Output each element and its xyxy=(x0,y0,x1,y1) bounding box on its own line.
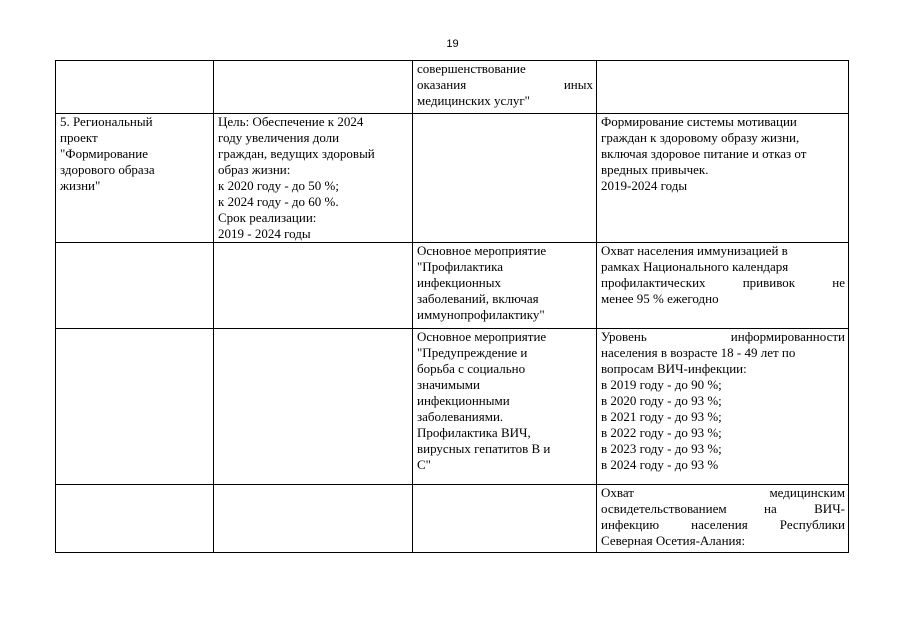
cell-word: населения xyxy=(691,517,748,532)
cell-word: профилактических xyxy=(601,275,706,290)
cell-line: Охват населения иммунизацией в xyxy=(601,243,788,258)
cell-line: 2019-2024 годы xyxy=(601,178,688,193)
table-cell-col1 xyxy=(56,61,214,114)
cell-line: проект xyxy=(60,130,98,145)
cell-line: вредных привычек. xyxy=(601,162,709,177)
table-cell-col4 xyxy=(597,243,849,329)
cell-line: включая здоровое питание и отказ от xyxy=(601,146,807,161)
table-cell-col1 xyxy=(56,243,214,329)
table-cell-col1 xyxy=(56,114,214,243)
cell-word: не xyxy=(832,275,845,290)
cell-line: Основное мероприятие xyxy=(417,243,547,258)
table-cell-col1 xyxy=(56,485,214,553)
cell-word: информированности xyxy=(730,329,845,344)
table-cell-col1 xyxy=(56,329,214,485)
cell-line xyxy=(417,77,593,93)
table-cell-col3 xyxy=(413,329,597,485)
table-row xyxy=(56,485,849,553)
cell-line: инфекционными xyxy=(417,393,510,408)
cell-line: Основное мероприятие xyxy=(417,329,547,344)
cell-line: в 2021 году - до 93 %; xyxy=(601,409,722,424)
cell-line: значимыми xyxy=(417,377,480,392)
table-cell-col3 xyxy=(413,243,597,329)
cell-line: жизни" xyxy=(60,178,101,193)
table-cell-col4 xyxy=(597,61,849,114)
cell-line: населения в возрасте 18 - 49 лет по xyxy=(601,345,796,360)
cell-line: здорового образа xyxy=(60,162,155,177)
cell-line: "Формирование xyxy=(60,146,148,161)
cell-line: году увеличения доли xyxy=(218,130,340,145)
cell-line: медицинских услуг" xyxy=(417,93,530,108)
table-cell-col3 xyxy=(413,114,597,243)
cell-line: Северная Осетия-Алания: xyxy=(601,533,746,548)
cell-line: граждан, ведущих здоровый xyxy=(218,146,375,161)
cell-line: в 2023 году - до 93 %; xyxy=(601,441,722,456)
table-cell-col2 xyxy=(214,329,413,485)
cell-line: иммунопрофилактику" xyxy=(417,307,545,322)
table-row xyxy=(56,114,849,243)
cell-line: "Профилактика xyxy=(417,259,504,274)
cell-line: образ жизни: xyxy=(218,162,291,177)
table-row xyxy=(56,61,849,114)
cell-line: С" xyxy=(417,457,431,472)
cell-line: инфекционных xyxy=(417,275,501,290)
cell-line: заболеваний, включая xyxy=(417,291,539,306)
cell-word: медицинским xyxy=(769,485,845,500)
cell-line: к 2020 году - до 50 %; xyxy=(218,178,339,193)
cell-line xyxy=(601,485,845,501)
cell-line: граждан к здоровому образу жизни, xyxy=(601,130,800,145)
cell-line: заболеваниями. xyxy=(417,409,504,424)
cell-line: в 2019 году - до 90 %; xyxy=(601,377,722,392)
cell-word: инфекцию xyxy=(601,517,660,532)
page-number: 19 xyxy=(446,38,459,50)
cell-line: к 2024 году - до 60 %. xyxy=(218,194,339,209)
cell-word: прививок xyxy=(742,275,796,290)
cell-line: "Предупреждение и xyxy=(417,345,528,360)
cell-word: освидетельствованием xyxy=(601,501,727,516)
cell-line: совершенствование xyxy=(417,61,526,76)
table-cell-col2 xyxy=(214,61,413,114)
cell-word: иных xyxy=(563,77,593,92)
table-row xyxy=(56,243,849,329)
table-cell-col3 xyxy=(413,485,597,553)
cell-line: Цель: Обеспечение к 2024 xyxy=(218,114,364,129)
table-cell-col2 xyxy=(214,485,413,553)
cell-line: вопросам ВИЧ-инфекции: xyxy=(601,361,747,376)
table-cell-col4 xyxy=(597,329,849,485)
cell-line: Профилактика ВИЧ, xyxy=(417,425,531,440)
table-cell-col2 xyxy=(214,114,413,243)
table-cell-col3 xyxy=(413,61,597,114)
cell-line xyxy=(601,329,845,345)
cell-line: Формирование системы мотивации xyxy=(601,114,797,129)
cell-word: ВИЧ- xyxy=(814,501,845,516)
cell-line: рамках Национального календаря xyxy=(601,259,789,274)
table-cell-col4 xyxy=(597,114,849,243)
table-row xyxy=(56,329,849,485)
cell-line xyxy=(601,517,845,533)
cell-word: оказания xyxy=(417,77,467,92)
cell-line: в 2020 году - до 93 %; xyxy=(601,393,722,408)
cell-line: в 2024 году - до 93 % xyxy=(601,457,719,472)
cell-line xyxy=(601,501,845,517)
program-table xyxy=(55,60,849,553)
table-cell-col4 xyxy=(597,485,849,553)
cell-line: 5. Региональный xyxy=(60,114,153,129)
cell-line: вирусных гепатитов В и xyxy=(417,441,551,456)
cell-line xyxy=(601,275,845,291)
cell-line: Срок реализации: xyxy=(218,210,317,225)
cell-line: 2019 - 2024 годы xyxy=(218,226,311,241)
cell-word: Уровень xyxy=(601,329,647,344)
cell-word: Республики xyxy=(779,517,845,532)
cell-line: борьба с социально xyxy=(417,361,526,376)
cell-line: в 2022 году - до 93 %; xyxy=(601,425,722,440)
cell-word: на xyxy=(764,501,777,516)
cell-word: Охват xyxy=(601,485,634,500)
table-cell-col2 xyxy=(214,243,413,329)
cell-line: менее 95 % ежегодно xyxy=(601,291,719,306)
